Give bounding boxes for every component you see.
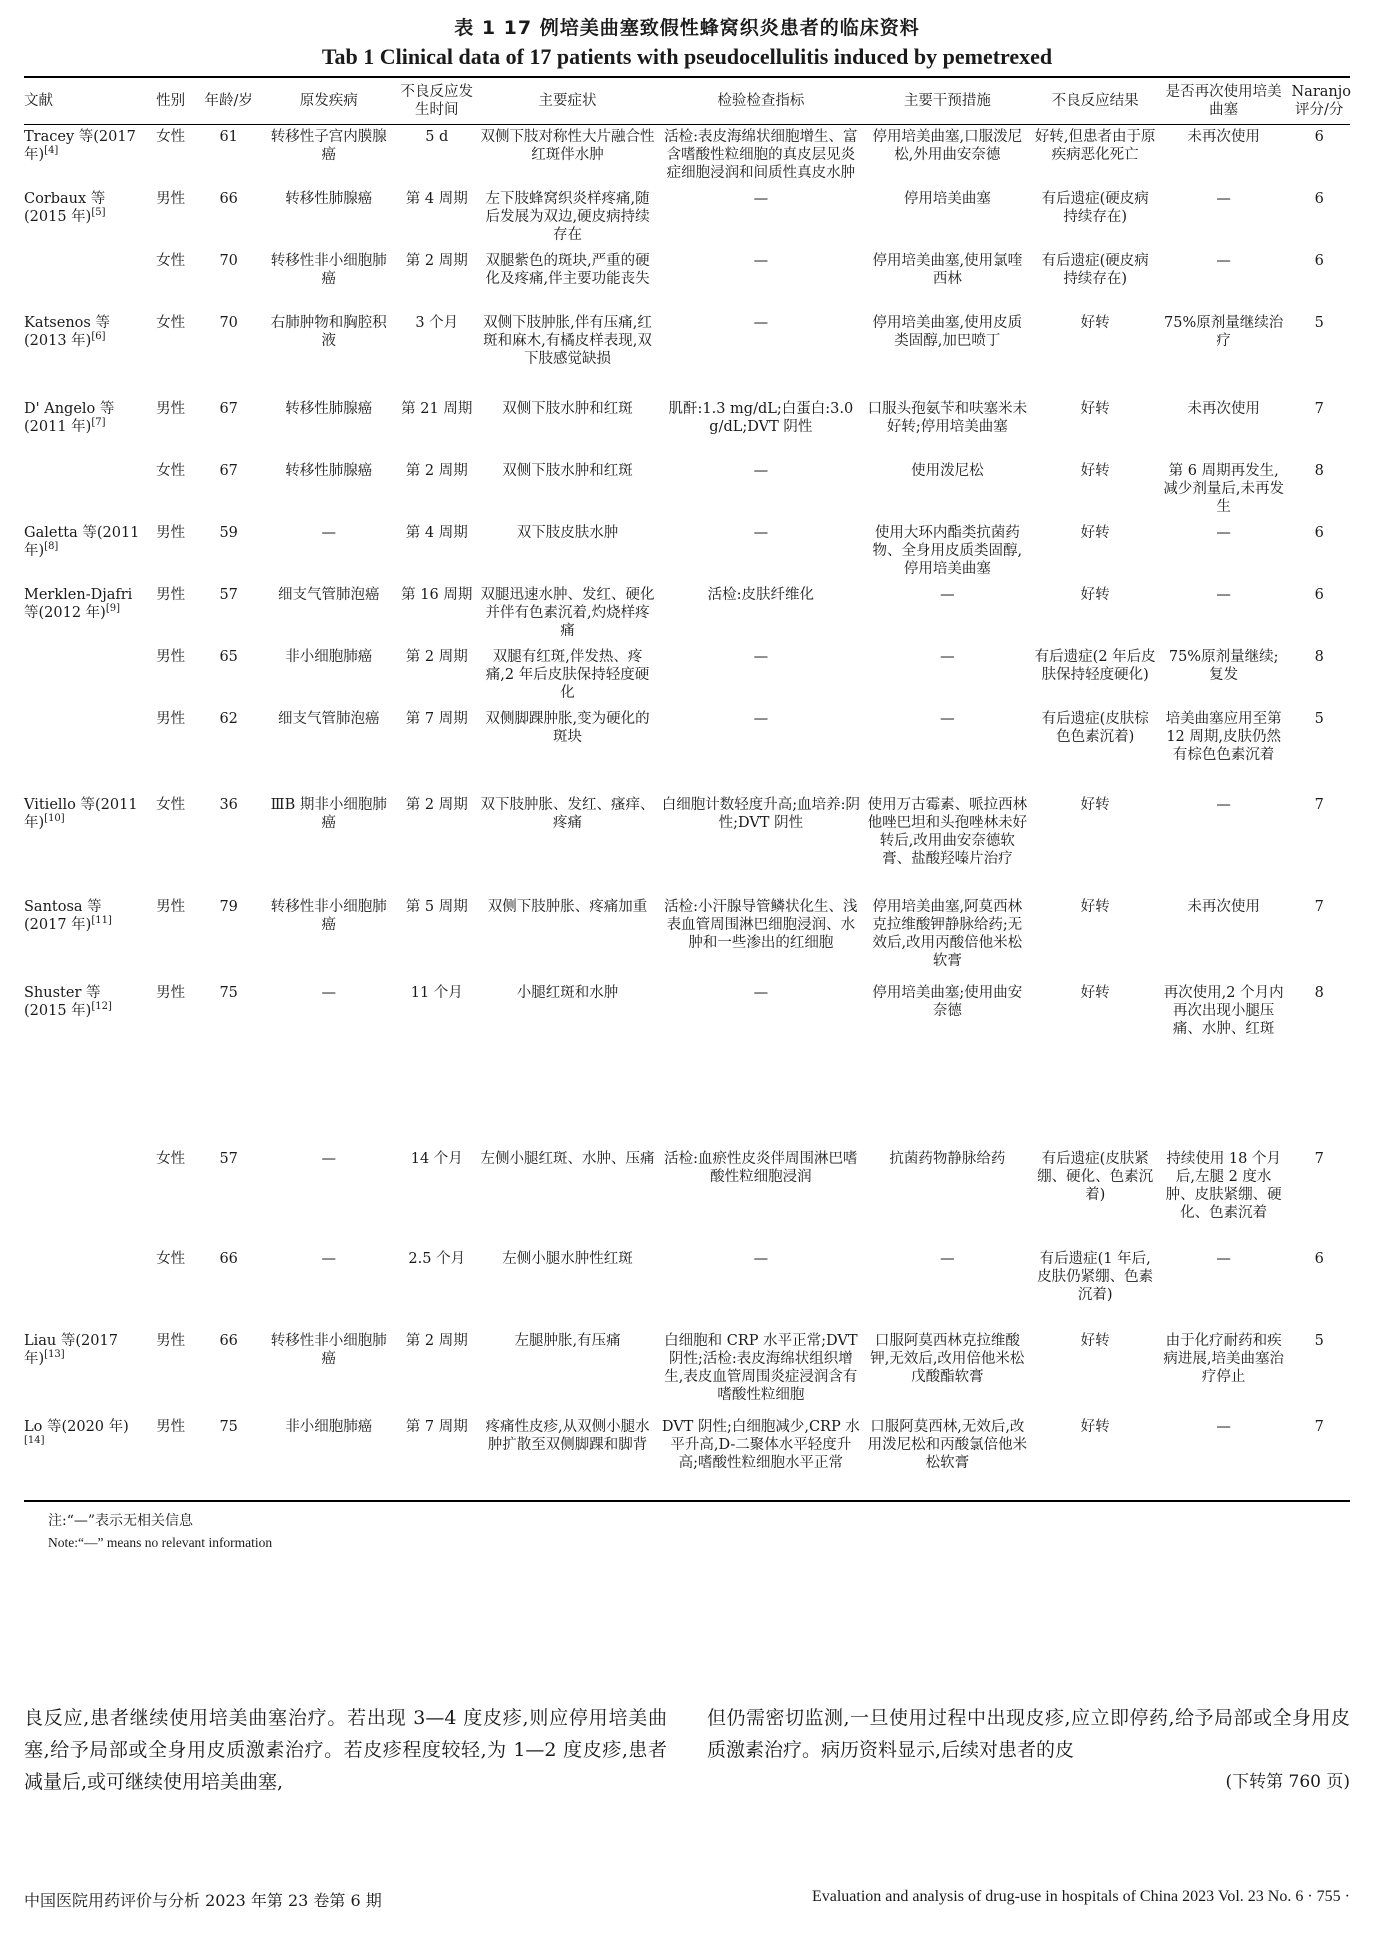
outcome-cell: 有后遗症(硬皮病持续存在) — [1041, 252, 1149, 287]
col-header: 不良反应发生时间 — [400, 84, 473, 118]
tests-cell: — — [753, 314, 769, 331]
reference-text: Santosa 等(2017 年) — [24, 898, 102, 933]
table-row — [24, 583, 1350, 645]
table-row — [24, 793, 1350, 895]
reuse-cell: 未再次使用 — [1187, 400, 1260, 417]
sex-cell: 女性 — [156, 796, 186, 813]
table-row — [24, 981, 1350, 1147]
tests-cell: 活检:血瘀性皮炎伴周围淋巴嗜酸性粒细胞浸润 — [664, 1150, 858, 1185]
score-cell: 6 — [1314, 190, 1324, 207]
intervention-cell: 口服阿莫西林克拉维酸钾,无效后,改用倍他米松戊酸酯软膏 — [870, 1332, 1025, 1385]
score-cell: 5 — [1314, 1332, 1324, 1349]
reuse-cell: 未再次使用 — [1187, 898, 1260, 915]
score-cell: 7 — [1314, 1150, 1324, 1167]
body-column-right-text: 但仍需密切监测,一旦使用过程中出现皮疹,应立即停药,给予局部或全身用皮质激素治疗。病历资料显示,后续对患者的皮 — [707, 1707, 1350, 1761]
age-cell: 70 — [219, 252, 238, 269]
age-cell: 62 — [219, 710, 238, 727]
reference-cell — [24, 1247, 145, 1329]
intervention-cell: — — [940, 1250, 955, 1267]
age-cell: 75 — [219, 1418, 238, 1435]
symptoms-cell: 双腿迅速水肿、发红、硬化并伴有色素沉着,灼烧样疼痛 — [480, 586, 655, 639]
citation-marker: [12] — [91, 1000, 112, 1012]
body-column-left: 良反应,患者继续使用培美曲塞治疗。若出现 3—4 度皮疹,则应停用培美曲塞,给予局部或全身用皮质激素治疗。若皮疹程度较轻,为 1—2 度皮疹,患者减量后,或可继续使用培美曲塞, — [24, 1707, 667, 1793]
disease-cell: 转移性肺腺癌 — [285, 400, 373, 417]
table-row — [24, 1147, 1350, 1247]
citation-marker: [7] — [91, 416, 106, 428]
table-row — [24, 1329, 1350, 1415]
sex-cell: 女性 — [156, 252, 186, 269]
onset-cell: 14 个月 — [410, 1150, 463, 1167]
journal-name-en: Evaluation and analysis of drug-use in hospitals of China 2023 Vol. 23 No. 6 · 755 · — [811, 1888, 1350, 1905]
page — [24, 14, 1350, 1554]
disease-cell: ⅢB 期非小细胞肺癌 — [270, 796, 387, 831]
outcome-cell: 好转 — [1080, 314, 1110, 331]
disease-cell: — — [321, 1150, 336, 1167]
sex-cell: 女性 — [156, 129, 186, 145]
reuse-cell: — — [1216, 190, 1231, 207]
reuse-cell: — — [1216, 1418, 1231, 1435]
score-cell: 7 — [1314, 796, 1324, 813]
outcome-cell: 有后遗症(1 年后,皮肤仍紧绷、色素沉着) — [1037, 1250, 1154, 1303]
table-row — [24, 311, 1350, 397]
outcome-cell: 好转 — [1080, 984, 1110, 1001]
citation-marker: [11] — [91, 914, 112, 926]
table-row — [24, 249, 1350, 311]
sex-cell: 男性 — [156, 1332, 186, 1349]
tests-cell: 肌酐:1.3 mg/dL;白蛋白:3.0 g/dL;DVT 阴性 — [668, 400, 854, 435]
tests-cell: 白细胞和 CRP 水平正常;DVT 阴性;活检:表皮海绵状组织增生,表皮血管周围炎症浸润含有嗜酸性粒细胞 — [664, 1332, 858, 1403]
onset-cell: 第 2 周期 — [405, 648, 468, 665]
citation-marker: [14] — [24, 1434, 45, 1446]
tests-cell: DVT 阴性;白细胞减少,CRP 水平升高,D-二聚体水平轻度升高;嗜酸性粒细胞水平正常 — [661, 1418, 860, 1471]
body-column-right — [707, 1702, 1350, 1792]
reference-cell — [24, 249, 145, 311]
outcome-cell: 好转 — [1080, 462, 1110, 479]
sex-cell: 女性 — [156, 314, 186, 331]
symptoms-cell: 左侧小腿红斑、水肿、压痛 — [480, 1150, 655, 1167]
citation-marker: [8] — [44, 540, 59, 552]
disease-cell: 细支气管肺泡癌 — [277, 710, 380, 727]
tests-cell: 活检:皮肤纤维化 — [707, 586, 815, 603]
score-cell: 6 — [1314, 252, 1324, 269]
citation-marker: [5] — [91, 206, 106, 218]
reference-cell — [24, 521, 145, 583]
symptoms-cell: 双侧下肢水肿和红斑 — [502, 400, 633, 417]
table-row — [24, 645, 1350, 707]
tests-cell: 活检:小汗腺导管鳞状化生、浅表血管周围淋巴细胞浸润、水肿和一些渗出的红细胞 — [664, 898, 858, 951]
outcome-cell: 好转,但患者由于原疾病恶化死亡 — [1034, 129, 1156, 163]
age-cell: 65 — [219, 648, 238, 665]
intervention-cell: 口服头孢氨苄和呋塞米未好转;停用培美曲塞 — [867, 400, 1028, 435]
reuse-cell: — — [1216, 524, 1231, 541]
table-row — [24, 521, 1350, 583]
sex-cell: 男性 — [156, 648, 186, 665]
intervention-cell: — — [940, 586, 955, 603]
age-cell: 67 — [219, 400, 238, 417]
reuse-cell: 75%原剂量继续;复发 — [1168, 648, 1279, 683]
age-cell: 57 — [219, 1150, 238, 1167]
tests-cell: — — [753, 984, 769, 1001]
disease-cell: 转移性非小细胞肺癌 — [270, 252, 387, 287]
score-cell: 7 — [1314, 400, 1324, 417]
outcome-cell: 有后遗症(2 年后皮肤保持轻度硬化) — [1034, 648, 1156, 683]
reference-cell — [24, 187, 145, 249]
score-cell: 5 — [1314, 314, 1324, 331]
intervention-cell: 使用泼尼松 — [911, 462, 984, 479]
onset-cell: 5 d — [425, 129, 449, 145]
onset-cell: 第 2 周期 — [405, 796, 468, 813]
reference-text: D' Angelo 等(2011 年) — [24, 400, 115, 435]
onset-cell: 第 4 周期 — [405, 524, 468, 541]
col-header: 年龄/岁 — [204, 93, 253, 109]
col-header: 是否再次使用培美曲塞 — [1165, 84, 1282, 118]
continued-note: (下转第 760 页) — [1225, 1772, 1350, 1792]
tests-cell: — — [753, 462, 769, 479]
sex-cell: 女性 — [156, 1250, 186, 1267]
score-cell: 8 — [1314, 462, 1324, 479]
table-row — [24, 895, 1350, 981]
symptoms-cell: 双侧下肢肿胀、疼痛加重 — [487, 898, 648, 915]
intervention-cell: 停用培美曲塞 — [903, 190, 991, 207]
reference-cell — [24, 981, 145, 1147]
reuse-cell: 持续使用 18 个月后,左腿 2 度水肿、皮肤紧绷、硬化、色素沉着 — [1165, 1150, 1282, 1221]
table-notes — [24, 1510, 1350, 1554]
intervention-cell: 使用大环内酯类抗菌药物、全身用皮质类固醇,停用培美曲塞 — [872, 524, 1023, 577]
onset-cell: 第 2 周期 — [405, 1332, 468, 1349]
disease-cell: 右肺肿物和胸腔积液 — [270, 314, 387, 349]
sex-cell: 男性 — [156, 1418, 186, 1435]
outcome-cell: 好转 — [1080, 586, 1110, 603]
reuse-cell: — — [1216, 586, 1231, 603]
tests-cell: 活检:表皮海绵状细胞增生、富含嗜酸性粒细胞的真皮层见炎症细胞浸润和间质性真皮水肿 — [664, 129, 858, 181]
reference-text: Vitiello 等(2011 年) — [24, 796, 138, 831]
tests-cell: — — [753, 1250, 769, 1267]
intervention-cell: 使用万古霉素、哌拉西林他唑巴坦和头孢唑林未好转后,改用曲安奈德软膏、盐酸羟嗪片治疗 — [867, 796, 1028, 867]
age-cell: 66 — [219, 1250, 238, 1267]
sex-cell: 男性 — [156, 710, 186, 727]
age-cell: 75 — [219, 984, 238, 1001]
reference-cell — [24, 1415, 145, 1501]
reference-cell — [24, 397, 145, 459]
age-cell: 59 — [219, 524, 238, 541]
disease-cell: 转移性肺腺癌 — [285, 462, 373, 479]
outcome-cell: 有后遗症(皮肤紧绷、硬化、色素沉着) — [1037, 1150, 1154, 1203]
age-cell: 70 — [219, 314, 238, 331]
age-cell: 57 — [219, 586, 238, 603]
tests-cell: — — [753, 710, 769, 727]
intervention-cell: — — [940, 710, 955, 727]
onset-cell: 第 16 周期 — [401, 586, 473, 603]
col-header: 主要干预措施 — [903, 93, 991, 109]
age-cell: 79 — [219, 898, 238, 915]
reference-cell — [24, 583, 145, 645]
reference-cell — [24, 793, 145, 895]
reference-cell — [24, 311, 145, 397]
onset-cell: 第 4 周期 — [405, 190, 468, 207]
reuse-cell: — — [1216, 796, 1231, 813]
intervention-cell: 停用培美曲塞,使用皮质类固醇,加巴喷丁 — [872, 314, 1023, 349]
reuse-cell: 75%原剂量继续治疗 — [1164, 314, 1284, 349]
sex-cell: 男性 — [156, 898, 186, 915]
citation-marker: [4] — [44, 145, 59, 157]
outcome-cell: 好转 — [1080, 796, 1110, 813]
reference-text: Lo 等(2020 年) — [24, 1418, 129, 1435]
reuse-cell: 第 6 周期再发生,减少剂量后,未再发生 — [1163, 462, 1284, 515]
tests-cell: — — [753, 648, 769, 665]
onset-cell: 第 2 周期 — [405, 252, 468, 269]
journal-name-cn: 中国医院用药评价与分析 2023 年第 23 卷第 6 期 — [24, 1891, 382, 1910]
symptoms-cell: 双下肢皮肤水肿 — [516, 524, 619, 541]
symptoms-cell: 双侧下肢水肿和红斑 — [502, 462, 633, 479]
disease-cell: — — [321, 984, 336, 1001]
score-cell: 7 — [1314, 898, 1324, 915]
note-en: Note:“—” means no relevant information — [48, 1534, 273, 1550]
sex-cell: 男性 — [156, 400, 186, 417]
disease-cell: 细支气管肺泡癌 — [277, 586, 380, 603]
table-row — [24, 707, 1350, 793]
symptoms-cell: 双腿有红斑,伴发热、疼痛,2 年后皮肤保持轻度硬化 — [485, 648, 650, 701]
onset-cell: 第 7 周期 — [405, 710, 468, 727]
col-header: 原发疾病 — [299, 93, 358, 109]
symptoms-cell: 左下肢蜂窝织炎样疼痛,随后发展为双边,硬皮病持续存在 — [485, 190, 650, 243]
table-row — [24, 125, 1350, 187]
age-cell: 67 — [219, 462, 238, 479]
score-cell: 8 — [1314, 984, 1324, 1001]
disease-cell: 转移性非小细胞肺癌 — [270, 1332, 387, 1367]
reuse-cell: — — [1216, 252, 1231, 269]
reference-text: Shuster 等(2015 年) — [24, 984, 101, 1019]
col-header: 检验检查指标 — [717, 93, 805, 109]
score-cell: 5 — [1314, 710, 1324, 727]
reference-text: Merklen-Djafri 等(2012 年) — [24, 586, 133, 621]
age-cell: 61 — [219, 129, 238, 145]
citation-marker: [6] — [91, 330, 106, 342]
score-cell: 6 — [1314, 1250, 1324, 1267]
age-cell: 66 — [219, 190, 238, 207]
outcome-cell: 有后遗症(皮肤棕色色素沉着) — [1041, 710, 1149, 745]
sex-cell: 男性 — [156, 984, 186, 1001]
tests-cell: — — [753, 524, 769, 541]
reference-text: Galetta 等(2011 年) — [24, 524, 140, 559]
reference-cell — [24, 125, 145, 187]
reuse-cell: 由于化疗耐药和疾病进展,培美曲塞治疗停止 — [1163, 1332, 1284, 1385]
intervention-cell: — — [940, 648, 955, 665]
tests-cell: — — [753, 190, 769, 207]
disease-cell: 非小细胞肺癌 — [285, 1418, 373, 1435]
table-title-cn: 表 1 17 例培美曲塞致假性蜂窝织炎患者的临床资料 — [454, 17, 920, 39]
disease-cell: 非小细胞肺癌 — [285, 648, 373, 665]
citation-marker: [10] — [44, 812, 65, 824]
table-row — [24, 1415, 1350, 1501]
sex-cell: 男性 — [156, 586, 186, 603]
clinical-data-table — [24, 76, 1350, 1502]
note-cn: 注:“—”表示无相关信息 — [48, 1512, 194, 1529]
table-row — [24, 1247, 1350, 1329]
outcome-cell: 好转 — [1080, 1418, 1110, 1435]
sex-cell: 女性 — [156, 462, 186, 479]
symptoms-cell: 左腿肿胀,有压痛 — [514, 1332, 621, 1349]
table-row — [24, 459, 1350, 521]
symptoms-cell: 小腿红斑和水肿 — [516, 984, 619, 1001]
table-row — [24, 397, 1350, 459]
disease-cell: 转移性肺腺癌 — [285, 190, 373, 207]
symptoms-cell: 双下肢肿胀、发红、瘙痒、疼痛 — [480, 796, 655, 831]
symptoms-cell: 双侧下肢对称性大片融合性红斑伴水肿 — [480, 129, 655, 163]
reuse-cell: 培美曲塞应用至第 12 周期,皮肤仍然有棕色色素沉着 — [1165, 710, 1282, 763]
symptoms-cell: 双腿紫色的斑块,严重的硬化及疼痛,伴主要功能丧失 — [485, 252, 650, 287]
reference-cell — [24, 645, 145, 707]
tests-cell: 白细胞计数轻度升高;血培养:阴性;DVT 阴性 — [661, 796, 860, 831]
sex-cell: 女性 — [156, 1150, 186, 1167]
outcome-cell: 有后遗症(硬皮病持续存在) — [1041, 190, 1149, 225]
tests-cell: — — [753, 252, 769, 269]
reference-cell — [24, 707, 145, 793]
score-cell: 6 — [1314, 129, 1324, 145]
sex-cell: 男性 — [156, 190, 186, 207]
symptoms-cell: 双侧脚踝肿胀,变为硬化的斑块 — [485, 710, 650, 745]
disease-cell: 转移性非小细胞肺癌 — [270, 898, 387, 933]
reference-cell — [24, 1329, 145, 1415]
onset-cell: 3 个月 — [415, 314, 459, 331]
onset-cell: 2.5 个月 — [408, 1250, 466, 1267]
col-header: 不良反应结果 — [1051, 93, 1139, 109]
outcome-cell: 好转 — [1080, 400, 1110, 417]
col-header: 文献 — [24, 93, 53, 109]
table-row — [24, 187, 1350, 249]
disease-cell: — — [321, 524, 336, 541]
outcome-cell: 好转 — [1080, 898, 1110, 915]
score-cell: 8 — [1314, 648, 1324, 665]
table-body — [24, 125, 1350, 1501]
symptoms-cell: 左侧小腿水肿性红斑 — [502, 1250, 633, 1267]
age-cell: 66 — [219, 1332, 238, 1349]
col-header: 主要症状 — [538, 93, 597, 109]
col-header: 性别 — [156, 93, 186, 109]
intervention-cell: 抗菌药物静脉给药 — [889, 1150, 1006, 1167]
citation-marker: [13] — [44, 1348, 65, 1360]
score-cell: 6 — [1314, 586, 1324, 603]
symptoms-cell: 疼痛性皮疹,从双侧小腿水肿扩散至双侧脚踝和脚背 — [485, 1418, 650, 1453]
reference-text: Katsenos 等(2013 年) — [24, 314, 110, 349]
symptoms-cell: 双侧下肢肿胀,伴有压痛,红斑和麻木,有橘皮样表现,双下肢感觉缺损 — [483, 314, 652, 367]
intervention-cell: 停用培美曲塞,使用氯喹西林 — [872, 252, 1023, 287]
reference-text: Corbaux 等(2015 年) — [24, 190, 106, 225]
sex-cell: 男性 — [156, 524, 186, 541]
onset-cell: 第 21 周期 — [401, 400, 473, 417]
outcome-cell: 好转 — [1080, 1332, 1110, 1349]
table-header-row — [24, 77, 1350, 125]
reuse-cell: 未再次使用 — [1187, 129, 1260, 145]
age-cell: 36 — [219, 796, 238, 813]
reference-text: Liau 等(2017 年) — [24, 1332, 118, 1367]
onset-cell: 第 5 周期 — [405, 898, 468, 915]
citation-marker: [9] — [105, 602, 120, 614]
intervention-cell: 停用培美曲塞;使用曲安奈德 — [872, 984, 1023, 1019]
reference-cell — [24, 1147, 145, 1247]
intervention-cell: 停用培美曲塞,口服泼尼松,外用曲安奈德 — [872, 129, 1023, 163]
intervention-cell: 停用培美曲塞,阿莫西林克拉维酸钾静脉给药;无效后,改用丙酸倍他米松软膏 — [872, 898, 1023, 969]
reuse-cell: 再次使用,2 个月内再次出现小腿压痛、水肿、红斑 — [1163, 984, 1284, 1037]
outcome-cell: 好转 — [1080, 524, 1110, 541]
score-cell: 6 — [1314, 524, 1324, 541]
table-title-en: Tab 1 Clinical data of 17 patients with pseudocellulitis induced by pemetrexed — [321, 44, 1053, 69]
onset-cell: 第 7 周期 — [405, 1418, 468, 1435]
col-header: Naranjo评分/分 — [1291, 84, 1351, 118]
score-cell: 7 — [1314, 1418, 1324, 1435]
disease-cell: — — [321, 1250, 336, 1267]
reference-cell — [24, 895, 145, 981]
reference-text: Tracey 等(2017 年) — [24, 129, 136, 163]
reference-cell — [24, 459, 145, 521]
intervention-cell: 口服阿莫西林,无效后,改用泼尼松和丙酸氯倍他米松软膏 — [867, 1418, 1028, 1471]
onset-cell: 11 个月 — [410, 984, 463, 1001]
disease-cell: 转移性子宫内膜腺癌 — [270, 129, 387, 163]
onset-cell: 第 2 周期 — [405, 462, 468, 479]
reuse-cell: — — [1216, 1250, 1231, 1267]
